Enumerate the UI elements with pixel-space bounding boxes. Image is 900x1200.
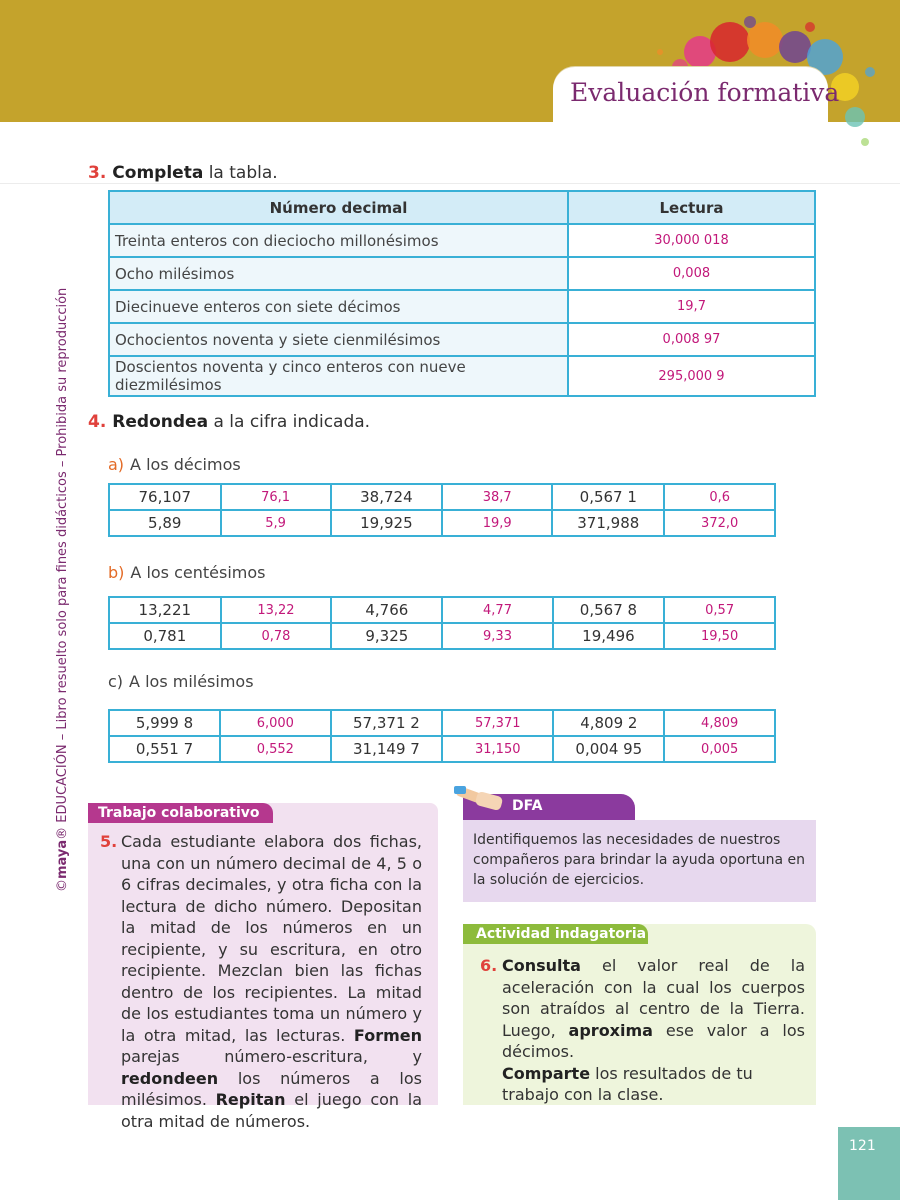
table-row: Diecinueve enteros con siete décimos 19,7: [109, 290, 815, 323]
subquestion-c: c) A los milésimos: [108, 672, 254, 691]
question-4: 4. Redondea a la cifra indicada.: [88, 412, 371, 432]
table-row: 0,551 7 0,552 31,149 7 31,150 0,004 95 0,005: [109, 736, 775, 762]
rounding-table-b: [108, 596, 776, 650]
table-row: Treinta enteros con dieciocho millonésimos 30,000 018: [109, 224, 815, 257]
subquestion-b: b) A los centésimos: [108, 563, 266, 582]
table-row: 13,221 13,22 4,766 4,77 0,567 8 0,57: [109, 597, 775, 623]
divider: [0, 183, 900, 184]
table-row: Ochocientos noventa y siete cienmilésimos 0,008 97: [109, 323, 815, 356]
table-row: 76,107 76,1 38,724 38,7 0,567 1 0,6: [109, 484, 775, 510]
table-row: Doscientos noventa y cinco enteros con nueve diezmilésimos 295,000 9: [109, 356, 815, 396]
dfa-label: DFA: [512, 798, 543, 814]
page-number: 121: [849, 1138, 876, 1154]
question-3: 3. Completa la tabla.: [88, 163, 278, 183]
col-header-decimal: Número decimal: [109, 191, 568, 224]
decimal-table: [108, 190, 816, 397]
table-row: 0,781 0,78 9,325 9,33 19,496 19,50: [109, 623, 775, 649]
copyright-vertical: ©maya® EDUCACIÓN – Libro resuelto solo para fines didácticos – Prohibida su reproducción: [55, 287, 70, 892]
table-row: 5,89 5,9 19,925 19,9 371,988 372,0: [109, 510, 775, 536]
subquestion-a: a) A los décimos: [108, 455, 241, 474]
dfa-text: Identifiquemos las necesidades de nuestros compañeros para brindar la ayuda oportuna en la solución de ejercicios.: [473, 832, 806, 888]
rounding-table-c: [108, 709, 776, 763]
rounding-table-a: [108, 483, 776, 537]
trabajo-colaborativo-tag: Trabajo colaborativo: [88, 803, 273, 823]
actividad-indagatoria-tag: Actividad indagatoria: [463, 924, 648, 944]
col-header-lectura: Lectura: [568, 191, 815, 224]
page-title: Evaluación formativa: [570, 78, 840, 107]
table-row: 5,999 8 6,000 57,371 2 57,371 4,809 2 4,809: [109, 710, 775, 736]
question-6: 6. Consulta el valor real de la aceleración con la cual los cuerpos son atraídos al centro de la Tierra. Luego, aproxima ese valor a los décimos. Comparte los resultados de tu trabajo con la clase.: [480, 956, 806, 1104]
table-row: Ocho milésimos 0,008: [109, 257, 815, 290]
question-5: 5. Cada estudiante elabora dos fichas, una con un número decimal de 4, 5 o 6 cifras decimales, y otra ficha con la lectura de dicho número. Depositan la mitad de los números en un recipiente, y su escritura, en otro recipiente. Mezclan bien las fichas dentro de los recipientes. La mitad de los estudiantes toma un número y la otra mitad, las lecturas. Formen parejas número-escritura, y redondeen los números a los milésimos. Repitan el juego con la otra mitad de números.: [100, 832, 423, 1131]
hand-pointing-icon: [452, 784, 512, 818]
